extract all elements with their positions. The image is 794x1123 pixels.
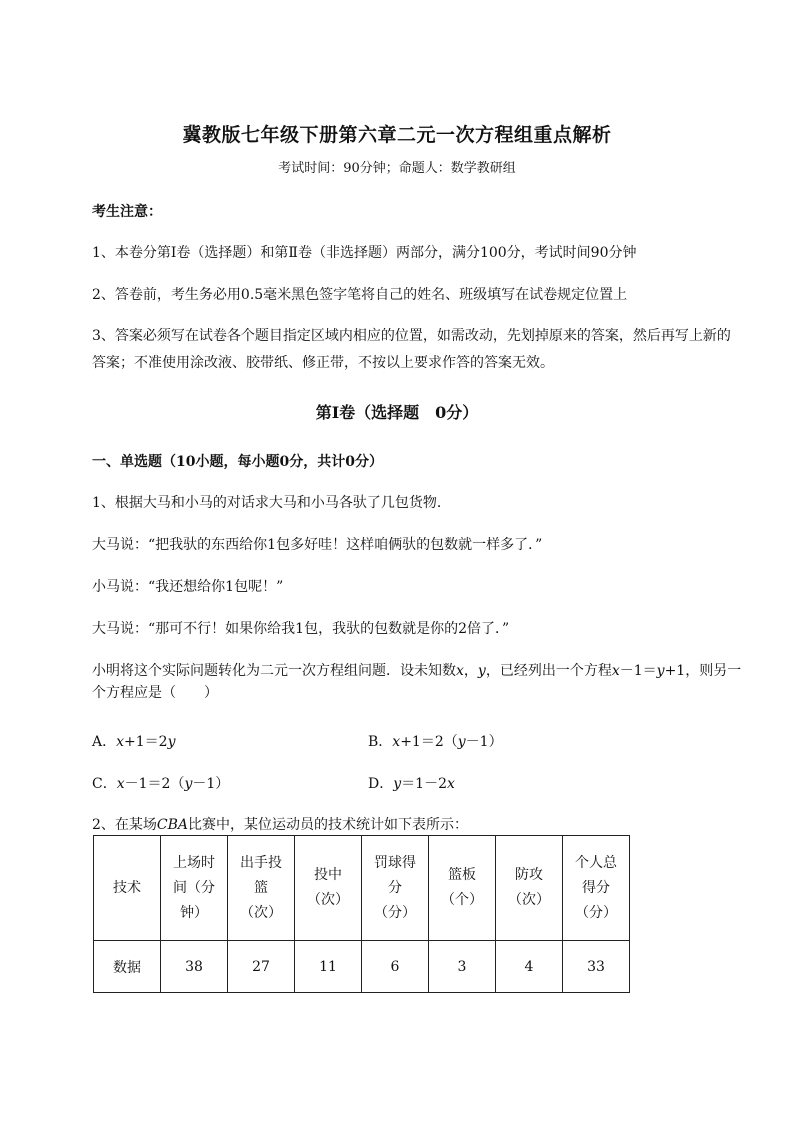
header-rebounds — [429, 836, 496, 941]
part-heading: 一、单选题（10小题，每小题0分，共计0分） — [92, 454, 383, 470]
stats-table — [93, 835, 630, 993]
option-d-x: x — [446, 776, 455, 792]
header-total-l2: 得分 — [582, 879, 610, 896]
option-b-end: －1） — [465, 734, 503, 750]
header-shots-l1: 出手投 — [240, 854, 282, 871]
header-minutes — [161, 836, 228, 941]
option-a-mid: +1＝2 — [124, 734, 168, 750]
header-made-l1: 投中 — [314, 867, 342, 883]
header-shots — [228, 836, 295, 941]
option-c-y: y — [184, 776, 193, 792]
header-defense-l2: （次） — [508, 892, 550, 908]
q2-cba: CBA — [156, 817, 189, 833]
option-d-y: y — [393, 776, 402, 792]
header-defense — [496, 836, 563, 941]
table-cell: 6 — [362, 941, 429, 993]
q2-intro-a: 2、在某场 — [92, 817, 157, 833]
option-c-mid: －1＝2（ — [124, 776, 185, 792]
q1-dialogue-1: 大马说：“把我驮的东西给你1包多好哇！这样咱俩驮的包数就一样多了．” — [92, 537, 543, 553]
header-minutes-l2: 间（分 — [173, 879, 215, 896]
table-cell: 4 — [496, 941, 563, 993]
header-ft-l3: （分） — [374, 904, 416, 921]
q1-option-a[interactable] — [92, 731, 176, 751]
q1-stem-text-a: 小明将这个实际问题转化为二元一次方程组问题．设未知数 — [92, 663, 456, 679]
q1-option-d[interactable] — [368, 773, 455, 793]
q1-stem-text-b: ，已经列出一个方程 — [485, 663, 612, 679]
q1-dialogue-3: 大马说：“那可不行！如果你给我1包，我驮的包数就是你的2倍了．” — [92, 621, 510, 637]
table-cell: 27 — [228, 941, 295, 993]
option-d-mid: ＝1－2 — [401, 776, 447, 792]
q1-eq-end: +1，则另一个方程应是（ ） — [92, 663, 742, 701]
header-ft-l1: 罚球得 — [374, 854, 416, 871]
exam-subtitle: 考试时间：90分钟；命题人：数学教研组 — [278, 161, 516, 176]
header-rebounds-l2: （个） — [441, 892, 483, 908]
option-a-x: x — [116, 734, 125, 750]
option-c-end: －1） — [192, 776, 230, 792]
section-title: 第I卷（选择题 0分） — [315, 403, 479, 422]
table-row — [94, 941, 630, 993]
q1-eq-y: y — [656, 663, 665, 679]
option-c-x: x — [116, 776, 125, 792]
table-cell: 3 — [429, 941, 496, 993]
q1-stem — [92, 660, 752, 704]
header-total-l1: 个人总 — [575, 854, 617, 871]
q1-option-c[interactable] — [92, 773, 229, 793]
notice-item-2: 2、答卷前，考生务必用0.5毫米黑色签字笔将自己的姓名、班级填写在试卷规定位置上 — [92, 287, 628, 303]
header-total-l3: （分） — [575, 904, 617, 921]
q1-dialogue-2: 小马说：“我还想给你1包呢！” — [92, 579, 284, 595]
q1-stem-sep: ， — [463, 663, 478, 679]
option-b-x: x — [392, 734, 401, 750]
header-made-l2: （次） — [307, 892, 349, 908]
header-minutes-l1: 上场时 — [173, 854, 215, 871]
q1-option-b[interactable] — [368, 731, 503, 751]
q1-var-y: y — [477, 663, 486, 679]
header-rebounds-l1: 篮板 — [448, 867, 476, 883]
table-cell: 38 — [161, 941, 228, 993]
option-b-mid: +1＝2（ — [400, 734, 458, 750]
option-d-label: D． — [368, 776, 394, 792]
header-made — [295, 836, 362, 941]
notice-item-3: 3、答案必须写在试卷各个题目指定区域内相应的位置，如需改动，先划掉原来的答案，然后再写上新的答案；不准使用涂改液、胶带纸、修正带，不按以上要求作答的答案无效。 — [92, 328, 731, 371]
table-row-label: 数据 — [94, 941, 161, 993]
option-b-y: y — [457, 734, 466, 750]
q1-eq-x: x — [611, 663, 620, 679]
header-defense-l1: 防攻 — [515, 867, 543, 883]
option-b-label: B． — [368, 734, 393, 750]
notice-item-1: 1、本卷分第I卷（选择题）和第Ⅱ卷（非选择题）两部分，满分100分，考试时间90分钟 — [92, 245, 637, 261]
option-a-y: y — [167, 734, 176, 750]
header-shots-l3: （次） — [240, 904, 282, 921]
table-header-row — [94, 836, 630, 941]
q1-intro: 1、根据大马和小马的对话求大马和小马各驮了几包货物． — [92, 495, 451, 511]
table-row-header: 技术 — [94, 836, 161, 941]
header-total-points — [563, 836, 630, 941]
option-a-label: A． — [92, 734, 117, 750]
table-cell: 33 — [563, 941, 630, 993]
header-free-throw — [362, 836, 429, 941]
header-ft-l2: 分 — [388, 879, 402, 896]
table-cell: 11 — [295, 941, 362, 993]
q2-intro-b: 比赛中，某位运动员的技术统计如下表所示： — [188, 817, 469, 833]
q1-var-x: x — [456, 663, 464, 679]
header-shots-l2: 篮 — [254, 879, 268, 896]
q1-eq-mid: －1＝ — [619, 663, 657, 679]
notice-heading: 考生注意： — [92, 204, 162, 220]
header-minutes-l3: 钟） — [180, 904, 208, 921]
q2-intro — [92, 814, 468, 834]
exam-title: 冀教版七年级下册第六章二元一次方程组重点解析 — [182, 124, 612, 146]
option-c-label: C． — [92, 776, 117, 792]
